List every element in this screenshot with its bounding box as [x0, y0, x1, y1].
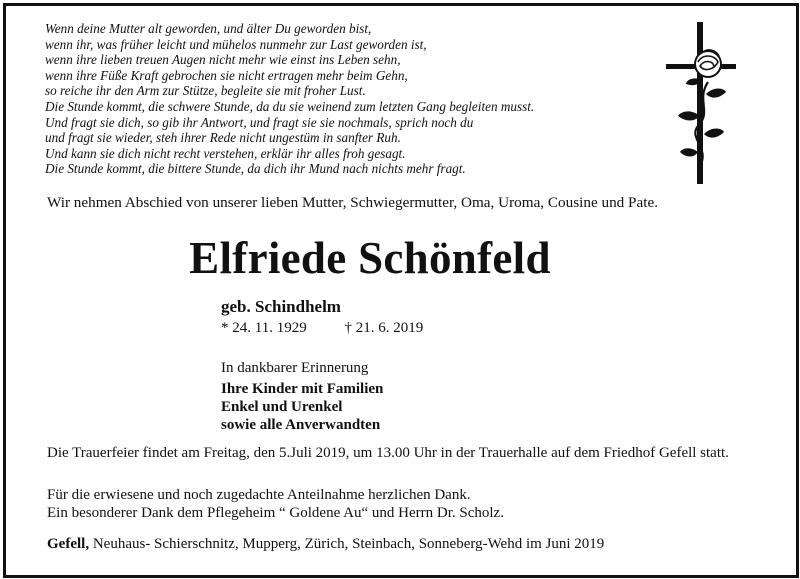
- poem-line: und fragt sie wieder, steh ihrer Rede nicht ungestüm in sanfter Ruh.: [45, 130, 401, 146]
- poem-line: wenn ihr, was früher leicht und mühelos nunmehr zur Last geworden ist,: [45, 36, 427, 52]
- thanks-block: [47, 486, 504, 522]
- intro-line: Wir nehmen Abschied von unserer lieben Mutter, Schwiegermutter, Oma, Uroma, Cousine und Pate.: [47, 194, 659, 211]
- poem-line: wenn ihre lieben treuen Augen nicht mehr wie einst ins Leben sehn,: [45, 52, 401, 68]
- death-date: † 21. 6. 2019: [344, 320, 424, 336]
- mourner-line: Ihre Kinder mit Familien: [221, 381, 384, 397]
- poem-line: wenn ihre Füße Kraft gebrochen sie nicht ertragen mehr beim Gehn,: [45, 67, 408, 83]
- footer-places: [47, 536, 604, 553]
- footer-rest: Neuhaus- Schierschnitz, Mupperg, Zürich, Steinbach, Sonneberg-Wehd im Juni 2019: [89, 536, 605, 552]
- poem-line: so reiche ihr den Arm zur Stütze, begleite sie mit froher Lust.: [45, 83, 366, 99]
- birth-date: * 24. 11. 1929: [221, 320, 307, 336]
- life-dates: [221, 320, 423, 337]
- poem-line: Wenn deine Mutter alt geworden, und älter Du geworden bist,: [45, 21, 372, 36]
- thanks-line: Ein besonderer Dank dem Pflegeheim “ Goldene Au“ und Herrn Dr. Scholz.: [47, 505, 504, 521]
- funeral-notice: Die Trauerfeier findet am Freitag, den 5.Juli 2019, um 13.00 Uhr in der Trauerhalle auf dem Friedhof Gefell statt.: [47, 445, 729, 461]
- footer-place: Gefell,: [47, 536, 90, 552]
- deceased-name: Elfriede Schönfeld: [189, 233, 551, 283]
- poem-line: Und kann sie dich nicht recht verstehen, erklär ihr alles froh gesagt.: [45, 145, 406, 161]
- mourner-line: sowie alle Anverwandten: [221, 417, 381, 433]
- maiden-name: geb. Schindhelm: [221, 297, 341, 316]
- poem-line: Die Stunde kommt, die schwere Stunde, da du sie weinend zum letzten Gang begleiten musst.: [45, 98, 535, 114]
- poem-line: Und fragt sie dich, so gib ihr Antwort, und fragt sie sie nochmals, sprich noch du: [45, 114, 474, 130]
- mourner-line: Enkel und Urenkel: [221, 399, 343, 415]
- memory-line: In dankbarer Erinnerung: [221, 360, 369, 376]
- poem: [45, 21, 645, 177]
- mourners-list: [221, 380, 383, 434]
- thanks-line: Für die erwiesene und noch zugedachte Anteilnahme herzlichen Dank.: [47, 487, 471, 503]
- poem-line: Die Stunde kommt, die bittere Stunde, da dich ihr Mund nach nichts mehr fragt.: [45, 161, 466, 177]
- cross-with-rose-icon: [660, 20, 742, 186]
